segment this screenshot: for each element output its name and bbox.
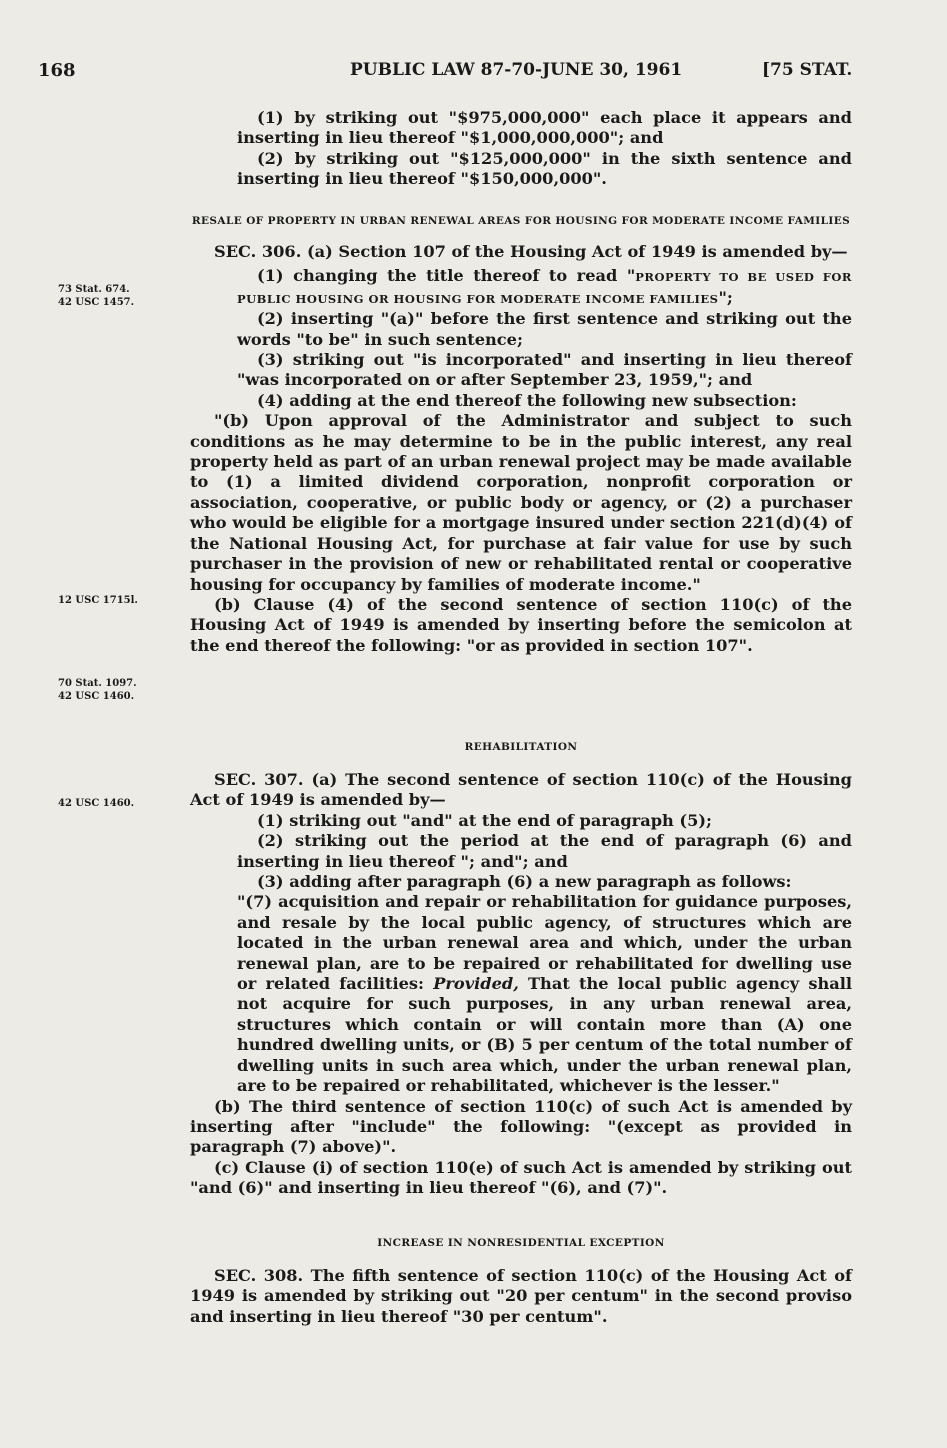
paragraph: SEC. 308. The fifth sentence of section 110(c) of the Housing Act of 1949 is amended by striking out "20 per centum" in the second proviso and inserting in lieu thereof "30 per centum". <box>190 1266 852 1326</box>
margin-note-citation: 12 USC 1715l. <box>58 595 138 606</box>
list-item: (4) adding at the end thereof the following new subsection: <box>257 390 797 410</box>
intro-block <box>190 108 852 190</box>
section-308 <box>190 1232 852 1327</box>
section-306 <box>190 210 852 656</box>
section-heading: REHABILITATION <box>464 741 578 753</box>
paragraph: (2) by striking out "$125,000,000" in the sixth sentence and inserting in lieu thereof "$150,000,000". <box>237 148 852 189</box>
paragraph: (1) by striking out "$975,000,000" each place it appears and inserting in lieu thereof "$1,000,000,000"; and <box>237 108 852 148</box>
paragraph: (b) The third sentence of section 110(c) of such Act is amended by inserting after "include" the following: "(except as provided in paragraph (7) above)". <box>190 1096 852 1157</box>
quoted-subsection: "(b) Upon approval of the Administrator and subject to such conditions as he may determine to be in the public interest, any real property held as part of an urban renewal project may be made available to (1) a limited dividend corporation, nonprofit corporation or association, cooperative, or public body or agency, or (2) a purchaser who would be eligible for a mortgage insured under section 221(d)(4) of the National Housing Act, for purchase at fair value for use by such purchaser in the provision of new or rehabilitated rental or cooperative housing for occupancy by families of moderate income." <box>190 411 852 594</box>
list-item: (2) striking out the period at the end of paragraph (6) and inserting in lieu thereof "; and"; and <box>237 831 852 871</box>
section-lead: SEC. 306. (a) Section 107 of the Housing Act of 1949 is amended by— <box>214 242 848 261</box>
paragraph: (b) Clause (4) of the second sentence of section 110(c) of the Housing Act of 1949 is amended by inserting before the semicolon at the end thereof the following: "or as provided in section 107". <box>190 594 852 655</box>
paragraph: (c) Clause (i) of section 110(e) of such Act is amended by striking out "and (6)" and inserting in lieu thereof "(6), and (7)". <box>190 1157 852 1198</box>
section-lead: SEC. 307. (a) The second sentence of section 110(c) of the Housing Act of 1949 is amended by— <box>190 770 852 810</box>
margin-note-citation: 42 USC 1460. <box>58 798 135 809</box>
list-item: (3) striking out "is incorporated" and inserting in lieu thereof "was incorporated on or after September 23, 1959,"; and <box>237 350 852 390</box>
section-307 <box>190 736 852 1199</box>
volume-reference: [75 STAT. <box>762 60 853 80</box>
section-heading: RESALE OF PROPERTY IN URBAN RENEWAL AREAS FOR HOUSING FOR MODERATE INCOME FAMILIES <box>191 215 851 227</box>
section-heading: INCREASE IN NONRESIDENTIAL EXCEPTION <box>377 1237 665 1249</box>
margin-note-citation: 73 Stat. 674. 42 USC 1457. <box>58 284 135 308</box>
quoted-paragraph: "(7) acquisition and repair or rehabilitation for guidance purposes, and resale by the local public agency, of structures which are located in the urban renewal area and which, under the urban renewal plan, are to be repaired or rehabilitated for dwelling use or related facilities: Provided, That the local public agency shall not acquire for such purposes, in any urban renewal area, structures which contain or will contain more than (A) one hundred dwelling units, or (B) 5 per centum of the total number of dwelling units in such area which, under the urban renewal plan, are to be repaired or rehabilitated, whichever is the lesser." <box>237 892 853 1096</box>
list-item: (1) striking out "and" at the end of paragraph (5); <box>257 810 712 830</box>
list-item: (3) adding after paragraph (6) a new paragraph as follows: <box>257 872 792 892</box>
running-title: PUBLIC LAW 87-70-JUNE 30, 1961 <box>350 60 683 80</box>
list-item: (1) changing the title thereof to read "PROPERTY TO BE USED FOR PUBLIC HOUSING OR HOUSING FOR MODERATE INCOME FAMILIES"; <box>237 266 852 307</box>
list-item: (2) inserting "(a)" before the first sentence and striking out the words "to be" in such sentence; <box>237 309 852 349</box>
margin-note-citation: 70 Stat. 1097. 42 USC 1460. <box>58 678 137 702</box>
page-number: 168 <box>38 60 76 81</box>
